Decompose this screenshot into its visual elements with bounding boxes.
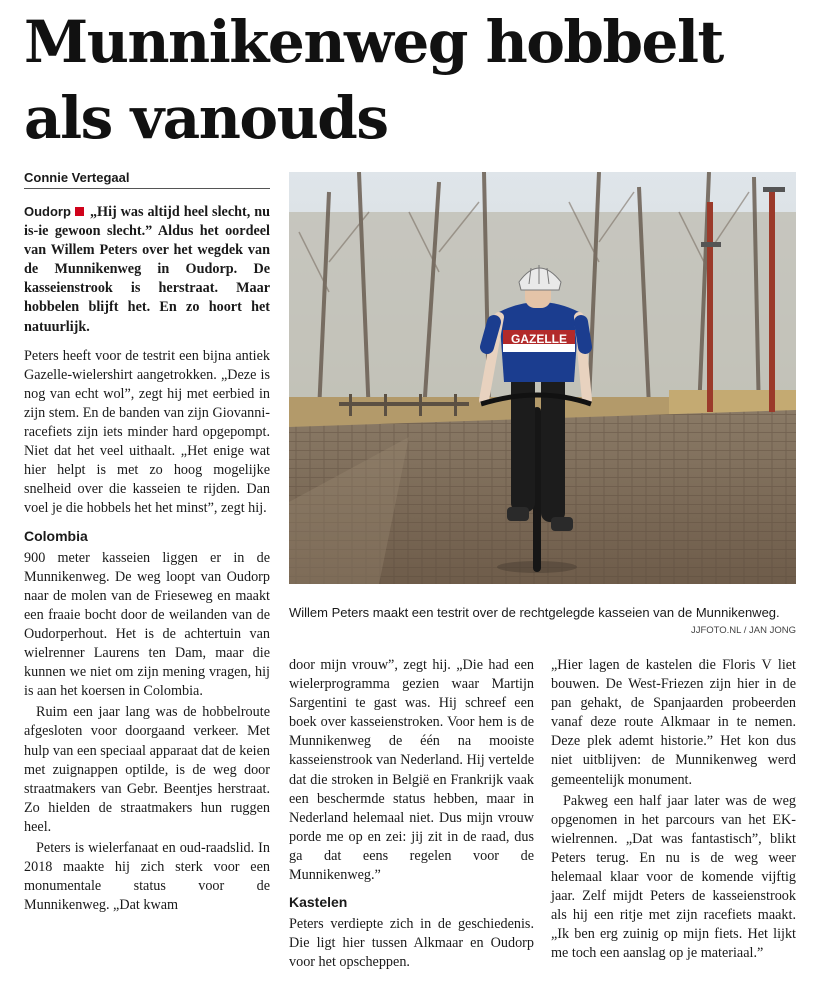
byline: Connie Vertegaal bbox=[24, 170, 270, 189]
lead-text: „Hij was altijd heel slecht, nu is-ie gewoon slecht.” Aldus het oordeel van Willem Peters over het wegdek van de Munnikenweg in Oudorp. De kasseienstrook is herstraat. Maar hobbelen blijft het. En zo hoort het natuurlijk. bbox=[24, 204, 270, 335]
red-square-icon bbox=[75, 207, 84, 216]
lead-paragraph bbox=[24, 202, 270, 337]
cyclist-photo bbox=[289, 172, 796, 584]
photo-credit: JJFOTO.NL / JAN JONG bbox=[690, 625, 796, 636]
column-1 bbox=[24, 202, 270, 917]
headline: Munnikenweg hobbelt als vanouds bbox=[24, 8, 723, 152]
body-paragraph: Ruim een jaar lang was de hobbelroute afgesloten voor doorgaand verkeer. Met hulp van een speciaal apparaat dat de keien met zuignappen optilde, is de weg door straatmakers van Gebr. Beentjes herstraat. Zo hielden de straatmakers hun ruggen heel. bbox=[24, 704, 270, 835]
body-paragraph: Peters verdiepte zich in de geschiedenis. Die ligt hier tussen Alkmaar en Oudorp voor het opscheppen. bbox=[289, 916, 534, 971]
jersey-text: GAZELLE bbox=[511, 332, 567, 346]
body-paragraph: Pakweg een half jaar later was de weg opgenomen in het parcours van het EK-wielrennen. „Dat was fantastisch”, blikt Peters terug. En nu is de weg weer helemaal klaar voor de komende vijftig jaar. Zelf mijdt Peters de kasseienstrook als hij een ritje met zijn racefiets maakt. „Ik ben erg zuinig op mijn fiets. Het lijkt me toch een aanslag op je materiaal.” bbox=[551, 792, 796, 962]
column-2 bbox=[289, 656, 534, 975]
column-3 bbox=[551, 656, 796, 966]
body-paragraph: Peters is wielerfanaat en oud-raadslid. In 2018 maakte hij zich sterk voor een monumentale status voor de Munnikenweg. „Dat kwam bbox=[24, 840, 270, 914]
body-paragraph: „Hier lagen de kastelen die Floris V liet bouwen. De West-Friezen zijn hier in de pan gehakt, de Spanjaarden probeerden vanaf deze route Alkmaar in te nemen. Deze plek ademt historie.” Het kon dus niet uitblijven: de Munnikenweg werd gemeentelijk monument. bbox=[551, 657, 796, 788]
dateline: Oudorp bbox=[24, 204, 71, 219]
subheading-colombia: Colombia bbox=[24, 527, 88, 544]
body-paragraph: Peters heeft voor de testrit een bijna antiek Gazelle-wielershirt aangetrokken. „Deze is nog van echt wol”, zegt hij met eerbied in zijn stem. En de banden van zijn Giovanni-racefiets zijn iets minder hard opgepompt. Niet dat het veel uithaalt. „Het enige wat hier helpt is met zo hoog mogelijke snelheid over die kasseien te rijden. Dan voel je die hobbels het het minst”, zegt hij. bbox=[24, 347, 270, 517]
subheading-kastelen: Kastelen bbox=[289, 894, 348, 911]
body-paragraph: door mijn vrouw”, zegt hij. „Die had een wielerprogramma gezien waar Martijn Sargentini te gast was. Hij schreef een boek over kasseienstroken. Voor hem is de Munnikenweg de één na mooiste kasseienstrook van Nederland. Hij vertelde dat die stroken in België en Frankrijk vaak een beschermde status hebben, maar in Nederland helemaal niet. Dus mijn vrouw porde me op en zei: jij zit in de raad, dus ga dat eens regelen voor de Munnikenweg.” bbox=[289, 657, 534, 884]
photo-caption: Willem Peters maakt een testrit over de rechtgelegde kasseien van de Munnikenweg. bbox=[289, 605, 780, 620]
body-paragraph: 900 meter kasseien liggen er in de Munnikenweg. De weg loopt van Oudorp naar de molen van de Frieseweg en maakt een fraaie bocht door de weilanden van de Oudorperhout. Het is de achtertuin van wielrenner Laurens ten Dam, maar die kunnen we niet om zijn mening vragen, hij is aan het koersen in Colombia. bbox=[24, 549, 270, 700]
